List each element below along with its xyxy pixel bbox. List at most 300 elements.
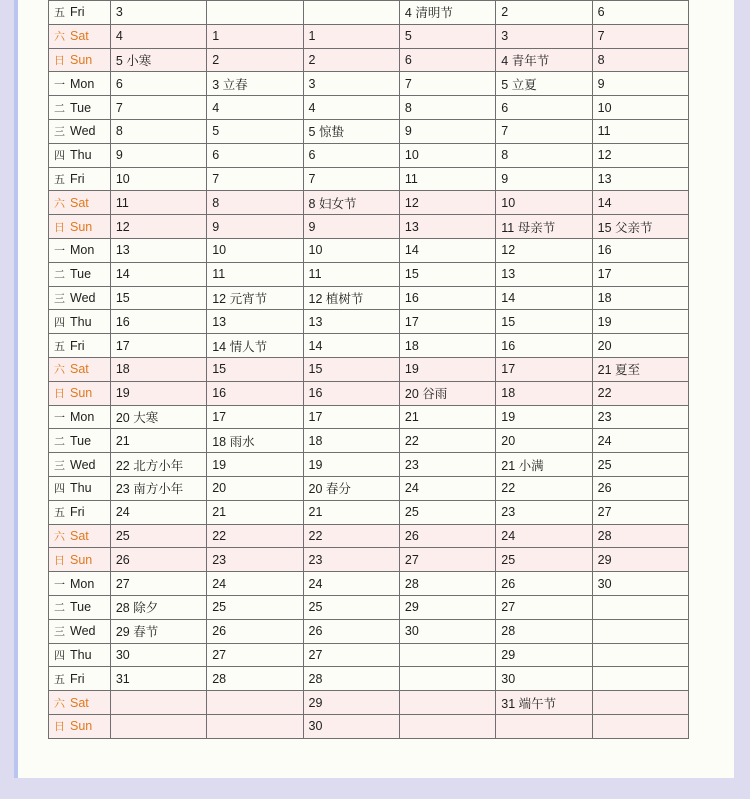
- date-cell-month-2: 25: [207, 595, 303, 619]
- date-cell-month-4: 18: [399, 334, 495, 358]
- date-cell-month-6: 25: [592, 453, 688, 477]
- date-cell-month-3: 1: [303, 24, 399, 48]
- date-cell-month-3: 17: [303, 405, 399, 429]
- weekday-label: [49, 215, 111, 239]
- date-cell-month-1: 27: [110, 572, 206, 596]
- date-cell-month-1: 7: [110, 96, 206, 120]
- weekday-label: [49, 72, 111, 96]
- weekday-label: [49, 286, 111, 310]
- date-cell-month-2: 23: [207, 548, 303, 572]
- calendar-row: [49, 262, 689, 286]
- date-cell-month-4: 9: [399, 119, 495, 143]
- calendar-row: [49, 215, 689, 239]
- weekday-label: [49, 714, 111, 738]
- weekday-en: Thu: [70, 481, 92, 496]
- weekday-label: [49, 405, 111, 429]
- date-cell-month-2: 6: [207, 143, 303, 167]
- date-cell-month-1: 8: [110, 119, 206, 143]
- weekday-en: Sat: [70, 195, 89, 210]
- weekday-label: [49, 548, 111, 572]
- date-cell-month-1: 25: [110, 524, 206, 548]
- weekday-en: Fri: [70, 338, 85, 353]
- calendar-row: [49, 24, 689, 48]
- date-cell-month-3: 22: [303, 524, 399, 548]
- weekday-en: Mon: [70, 243, 95, 258]
- date-cell-month-2: 17: [207, 405, 303, 429]
- calendar-row: [49, 619, 689, 643]
- date-cell-month-2: 3 立春: [207, 72, 303, 96]
- date-cell-month-3: 26: [303, 619, 399, 643]
- weekday-en: Fri: [70, 171, 85, 186]
- date-cell-month-4: 26: [399, 524, 495, 548]
- calendar-row: [49, 1, 689, 25]
- date-cell-month-5: 19: [496, 405, 592, 429]
- date-cell-month-6: 24: [592, 429, 688, 453]
- date-cell-month-2: 15: [207, 357, 303, 381]
- date-cell-month-5: 22: [496, 476, 592, 500]
- calendar-table: [48, 0, 689, 739]
- weekday-en: Wed: [70, 624, 96, 639]
- date-cell-month-4: 22: [399, 429, 495, 453]
- date-cell-month-4: 15: [399, 262, 495, 286]
- date-cell-month-1: 14: [110, 262, 206, 286]
- date-cell-month-3: 21: [303, 500, 399, 524]
- date-cell-month-6: [592, 667, 688, 691]
- date-cell-month-2: 5: [207, 119, 303, 143]
- weekday-label: [49, 595, 111, 619]
- weekday-zh: 四: [54, 150, 65, 163]
- date-cell-month-1: 21: [110, 429, 206, 453]
- weekday-en: Mon: [70, 76, 95, 91]
- date-cell-month-6: 27: [592, 500, 688, 524]
- weekday-en: Wed: [70, 124, 96, 139]
- date-cell-month-3: 28: [303, 667, 399, 691]
- date-cell-month-4: 5: [399, 24, 495, 48]
- date-cell-month-4: 20 谷雨: [399, 381, 495, 405]
- date-cell-month-5: 21 小满: [496, 453, 592, 477]
- date-cell-month-4: 4 清明节: [399, 1, 495, 25]
- date-cell-month-3: 18: [303, 429, 399, 453]
- weekday-zh: 五: [54, 507, 65, 520]
- weekday-label: [49, 167, 111, 191]
- date-cell-month-5: 13: [496, 262, 592, 286]
- weekday-en: Thu: [70, 314, 92, 329]
- date-cell-month-1: 20 大寒: [110, 405, 206, 429]
- date-cell-month-4: 10: [399, 143, 495, 167]
- calendar-row: [49, 453, 689, 477]
- date-cell-month-2: 13: [207, 310, 303, 334]
- date-cell-month-1: 15: [110, 286, 206, 310]
- weekday-en: Sat: [70, 362, 89, 377]
- date-cell-month-4: [399, 667, 495, 691]
- date-cell-month-4: 24: [399, 476, 495, 500]
- weekday-zh: 六: [54, 197, 65, 210]
- date-cell-month-3: 15: [303, 357, 399, 381]
- calendar-row: [49, 119, 689, 143]
- calendar-row: [49, 524, 689, 548]
- weekday-label: [49, 310, 111, 334]
- weekday-label: [49, 667, 111, 691]
- date-cell-month-1: 13: [110, 238, 206, 262]
- date-cell-month-5: 10: [496, 191, 592, 215]
- date-cell-month-3: 10: [303, 238, 399, 262]
- date-cell-month-1: 10: [110, 167, 206, 191]
- calendar-row: [49, 667, 689, 691]
- date-cell-month-5: 20: [496, 429, 592, 453]
- weekday-zh: 二: [54, 269, 65, 282]
- weekday-en: Sun: [70, 719, 93, 734]
- calendar-row: [49, 691, 689, 715]
- date-cell-month-6: 26: [592, 476, 688, 500]
- date-cell-month-5: [496, 714, 592, 738]
- date-cell-month-3: [303, 1, 399, 25]
- date-cell-month-1: 3: [110, 1, 206, 25]
- date-cell-month-3: 5 惊蛰: [303, 119, 399, 143]
- date-cell-month-6: 17: [592, 262, 688, 286]
- date-cell-month-5: 4 青年节: [496, 48, 592, 72]
- date-cell-month-1: 22 北方小年: [110, 453, 206, 477]
- date-cell-month-6: 22: [592, 381, 688, 405]
- calendar-row: [49, 429, 689, 453]
- date-cell-month-4: 13: [399, 215, 495, 239]
- weekday-label: [49, 143, 111, 167]
- date-cell-month-1: 19: [110, 381, 206, 405]
- date-cell-month-2: 20: [207, 476, 303, 500]
- date-cell-month-5: 24: [496, 524, 592, 548]
- date-cell-month-2: 14 情人节: [207, 334, 303, 358]
- calendar-row: [49, 72, 689, 96]
- date-cell-month-3: 7: [303, 167, 399, 191]
- date-cell-month-5: 15: [496, 310, 592, 334]
- date-cell-month-6: 8: [592, 48, 688, 72]
- date-cell-month-3: 16: [303, 381, 399, 405]
- weekday-zh: 一: [54, 245, 65, 258]
- date-cell-month-5: 28: [496, 619, 592, 643]
- date-cell-month-2: 24: [207, 572, 303, 596]
- weekday-label: [49, 334, 111, 358]
- date-cell-month-5: 6: [496, 96, 592, 120]
- date-cell-month-3: 24: [303, 572, 399, 596]
- calendar-row: [49, 238, 689, 262]
- weekday-zh: 四: [54, 649, 65, 662]
- date-cell-month-3: 13: [303, 310, 399, 334]
- date-cell-month-2: [207, 1, 303, 25]
- weekday-en: Mon: [70, 576, 95, 591]
- weekday-zh: 五: [54, 173, 65, 186]
- date-cell-month-4: 29: [399, 595, 495, 619]
- weekday-label: [49, 96, 111, 120]
- date-cell-month-4: 30: [399, 619, 495, 643]
- weekday-label: [49, 476, 111, 500]
- weekday-zh: 六: [54, 31, 65, 44]
- date-cell-month-3: 19: [303, 453, 399, 477]
- date-cell-month-2: 16: [207, 381, 303, 405]
- date-cell-month-3: 4: [303, 96, 399, 120]
- date-cell-month-1: 23 南方小年: [110, 476, 206, 500]
- calendar-row: [49, 381, 689, 405]
- date-cell-month-4: 27: [399, 548, 495, 572]
- date-cell-month-3: 3: [303, 72, 399, 96]
- weekday-zh: 日: [54, 221, 65, 234]
- date-cell-month-4: 21: [399, 405, 495, 429]
- date-cell-month-5: 11 母亲节: [496, 215, 592, 239]
- weekday-label: [49, 524, 111, 548]
- calendar-row: [49, 595, 689, 619]
- date-cell-month-3: 25: [303, 595, 399, 619]
- calendar-row: [49, 191, 689, 215]
- date-cell-month-5: 25: [496, 548, 592, 572]
- date-cell-month-3: 9: [303, 215, 399, 239]
- date-cell-month-1: [110, 691, 206, 715]
- calendar-row: [49, 96, 689, 120]
- weekday-label: [49, 357, 111, 381]
- date-cell-month-1: 11: [110, 191, 206, 215]
- weekday-label: [49, 500, 111, 524]
- weekday-label: [49, 643, 111, 667]
- date-cell-month-6: 18: [592, 286, 688, 310]
- calendar-row: [49, 48, 689, 72]
- date-cell-month-5: 31 端午节: [496, 691, 592, 715]
- date-cell-month-2: 4: [207, 96, 303, 120]
- date-cell-month-6: 19: [592, 310, 688, 334]
- weekday-label: [49, 429, 111, 453]
- date-cell-month-3: 6: [303, 143, 399, 167]
- weekday-zh: 四: [54, 483, 65, 496]
- weekday-en: Tue: [70, 100, 92, 115]
- date-cell-month-5: 18: [496, 381, 592, 405]
- date-cell-month-1: 16: [110, 310, 206, 334]
- calendar-row: [49, 143, 689, 167]
- weekday-en: Tue: [70, 600, 92, 615]
- date-cell-month-6: 10: [592, 96, 688, 120]
- weekday-en: Sat: [70, 528, 89, 543]
- date-cell-month-1: 6: [110, 72, 206, 96]
- date-cell-month-2: 28: [207, 667, 303, 691]
- weekday-zh: 六: [54, 530, 65, 543]
- date-cell-month-1: 24: [110, 500, 206, 524]
- date-cell-month-3: 20 春分: [303, 476, 399, 500]
- weekday-en: Sun: [70, 219, 93, 234]
- date-cell-month-5: 9: [496, 167, 592, 191]
- date-cell-month-1: 9: [110, 143, 206, 167]
- date-cell-month-3: 12 植树节: [303, 286, 399, 310]
- calendar-row: [49, 572, 689, 596]
- weekday-label: [49, 191, 111, 215]
- date-cell-month-4: 16: [399, 286, 495, 310]
- date-cell-month-1: 18: [110, 357, 206, 381]
- date-cell-month-5: 16: [496, 334, 592, 358]
- date-cell-month-6: [592, 691, 688, 715]
- date-cell-month-2: 22: [207, 524, 303, 548]
- date-cell-month-2: [207, 691, 303, 715]
- date-cell-month-5: 26: [496, 572, 592, 596]
- date-cell-month-5: 29: [496, 643, 592, 667]
- date-cell-month-2: 21: [207, 500, 303, 524]
- date-cell-month-5: 7: [496, 119, 592, 143]
- date-cell-month-4: 6: [399, 48, 495, 72]
- weekday-en: Sat: [70, 29, 89, 44]
- weekday-zh: 一: [54, 578, 65, 591]
- weekday-zh: 五: [54, 673, 65, 686]
- date-cell-month-1: 4: [110, 24, 206, 48]
- calendar-row: [49, 714, 689, 738]
- date-cell-month-5: 17: [496, 357, 592, 381]
- date-cell-month-4: 12: [399, 191, 495, 215]
- date-cell-month-4: [399, 714, 495, 738]
- weekday-label: [49, 619, 111, 643]
- weekday-zh: 一: [54, 411, 65, 424]
- weekday-en: Fri: [70, 671, 85, 686]
- date-cell-month-4: 25: [399, 500, 495, 524]
- date-cell-month-2: 19: [207, 453, 303, 477]
- date-cell-month-1: [110, 714, 206, 738]
- weekday-zh: 六: [54, 364, 65, 377]
- weekday-en: Tue: [70, 433, 92, 448]
- date-cell-month-2: 7: [207, 167, 303, 191]
- date-cell-month-3: 8 妇女节: [303, 191, 399, 215]
- date-cell-month-5: 8: [496, 143, 592, 167]
- date-cell-month-2: 27: [207, 643, 303, 667]
- date-cell-month-5: 3: [496, 24, 592, 48]
- date-cell-month-6: [592, 643, 688, 667]
- weekday-en: Thu: [70, 647, 92, 662]
- date-cell-month-3: 23: [303, 548, 399, 572]
- date-cell-month-4: 17: [399, 310, 495, 334]
- date-cell-month-1: 29 春节: [110, 619, 206, 643]
- date-cell-month-6: 9: [592, 72, 688, 96]
- calendar-row: [49, 500, 689, 524]
- calendar-row: [49, 476, 689, 500]
- calendar-row: [49, 310, 689, 334]
- date-cell-month-4: 14: [399, 238, 495, 262]
- weekday-zh: 五: [54, 7, 65, 20]
- weekday-zh: 二: [54, 102, 65, 115]
- weekday-zh: 日: [54, 554, 65, 567]
- weekday-en: Fri: [70, 5, 85, 20]
- date-cell-month-5: 5 立夏: [496, 72, 592, 96]
- date-cell-month-3: 27: [303, 643, 399, 667]
- date-cell-month-3: 14: [303, 334, 399, 358]
- date-cell-month-6: [592, 714, 688, 738]
- weekday-zh: 日: [54, 388, 65, 401]
- date-cell-month-4: 28: [399, 572, 495, 596]
- weekday-zh: 五: [54, 340, 65, 353]
- date-cell-month-2: [207, 714, 303, 738]
- date-cell-month-1: 26: [110, 548, 206, 572]
- date-cell-month-4: [399, 691, 495, 715]
- weekday-label: [49, 48, 111, 72]
- weekday-zh: 二: [54, 602, 65, 615]
- date-cell-month-6: 12: [592, 143, 688, 167]
- date-cell-month-6: [592, 619, 688, 643]
- date-cell-month-2: 2: [207, 48, 303, 72]
- date-cell-month-1: 30: [110, 643, 206, 667]
- date-cell-month-5: 14: [496, 286, 592, 310]
- weekday-en: Wed: [70, 457, 96, 472]
- date-cell-month-6: 30: [592, 572, 688, 596]
- weekday-en: Wed: [70, 290, 96, 305]
- date-cell-month-6: 6: [592, 1, 688, 25]
- date-cell-month-3: 29: [303, 691, 399, 715]
- date-cell-month-2: 1: [207, 24, 303, 48]
- date-cell-month-5: 2: [496, 1, 592, 25]
- date-cell-month-4: 19: [399, 357, 495, 381]
- calendar-body: [49, 1, 689, 739]
- date-cell-month-4: 23: [399, 453, 495, 477]
- date-cell-month-5: 30: [496, 667, 592, 691]
- date-cell-month-6: 11: [592, 119, 688, 143]
- weekday-en: Thu: [70, 148, 92, 163]
- weekday-zh: 二: [54, 435, 65, 448]
- date-cell-month-1: 12: [110, 215, 206, 239]
- weekday-zh: 日: [54, 54, 65, 67]
- date-cell-month-2: 12 元宵节: [207, 286, 303, 310]
- weekday-en: Fri: [70, 505, 85, 520]
- date-cell-month-1: 17: [110, 334, 206, 358]
- weekday-label: [49, 381, 111, 405]
- date-cell-month-6: 28: [592, 524, 688, 548]
- date-cell-month-6: 29: [592, 548, 688, 572]
- date-cell-month-4: [399, 643, 495, 667]
- date-cell-month-2: 8: [207, 191, 303, 215]
- weekday-en: Mon: [70, 409, 95, 424]
- date-cell-month-6: 21 夏至: [592, 357, 688, 381]
- date-cell-month-6: 20: [592, 334, 688, 358]
- date-cell-month-6: 13: [592, 167, 688, 191]
- weekday-zh: 一: [54, 78, 65, 91]
- date-cell-month-2: 10: [207, 238, 303, 262]
- weekday-en: Sun: [70, 52, 93, 67]
- date-cell-month-5: 12: [496, 238, 592, 262]
- weekday-zh: 三: [54, 626, 65, 639]
- calendar-row: [49, 405, 689, 429]
- weekday-label: [49, 1, 111, 25]
- date-cell-month-4: 7: [399, 72, 495, 96]
- date-cell-month-1: 5 小寒: [110, 48, 206, 72]
- date-cell-month-1: 31: [110, 667, 206, 691]
- weekday-zh: 三: [54, 292, 65, 305]
- date-cell-month-5: 27: [496, 595, 592, 619]
- weekday-zh: 六: [54, 697, 65, 710]
- calendar-row: [49, 334, 689, 358]
- calendar-row: [49, 643, 689, 667]
- date-cell-month-6: 16: [592, 238, 688, 262]
- date-cell-month-4: 8: [399, 96, 495, 120]
- date-cell-month-2: 18 雨水: [207, 429, 303, 453]
- weekday-en: Sun: [70, 552, 93, 567]
- weekday-en: Tue: [70, 267, 92, 282]
- date-cell-month-6: 15 父亲节: [592, 215, 688, 239]
- calendar-row: [49, 548, 689, 572]
- weekday-en: Sun: [70, 386, 93, 401]
- weekday-label: [49, 572, 111, 596]
- weekday-label: [49, 453, 111, 477]
- weekday-label: [49, 119, 111, 143]
- weekday-zh: 三: [54, 459, 65, 472]
- date-cell-month-6: 23: [592, 405, 688, 429]
- weekday-label: [49, 691, 111, 715]
- date-cell-month-2: 11: [207, 262, 303, 286]
- date-cell-month-3: 2: [303, 48, 399, 72]
- date-cell-month-3: 11: [303, 262, 399, 286]
- weekday-zh: 三: [54, 126, 65, 139]
- date-cell-month-6: [592, 595, 688, 619]
- date-cell-month-6: 14: [592, 191, 688, 215]
- weekday-label: [49, 238, 111, 262]
- date-cell-month-3: 30: [303, 714, 399, 738]
- calendar-row: [49, 357, 689, 381]
- calendar-row: [49, 286, 689, 310]
